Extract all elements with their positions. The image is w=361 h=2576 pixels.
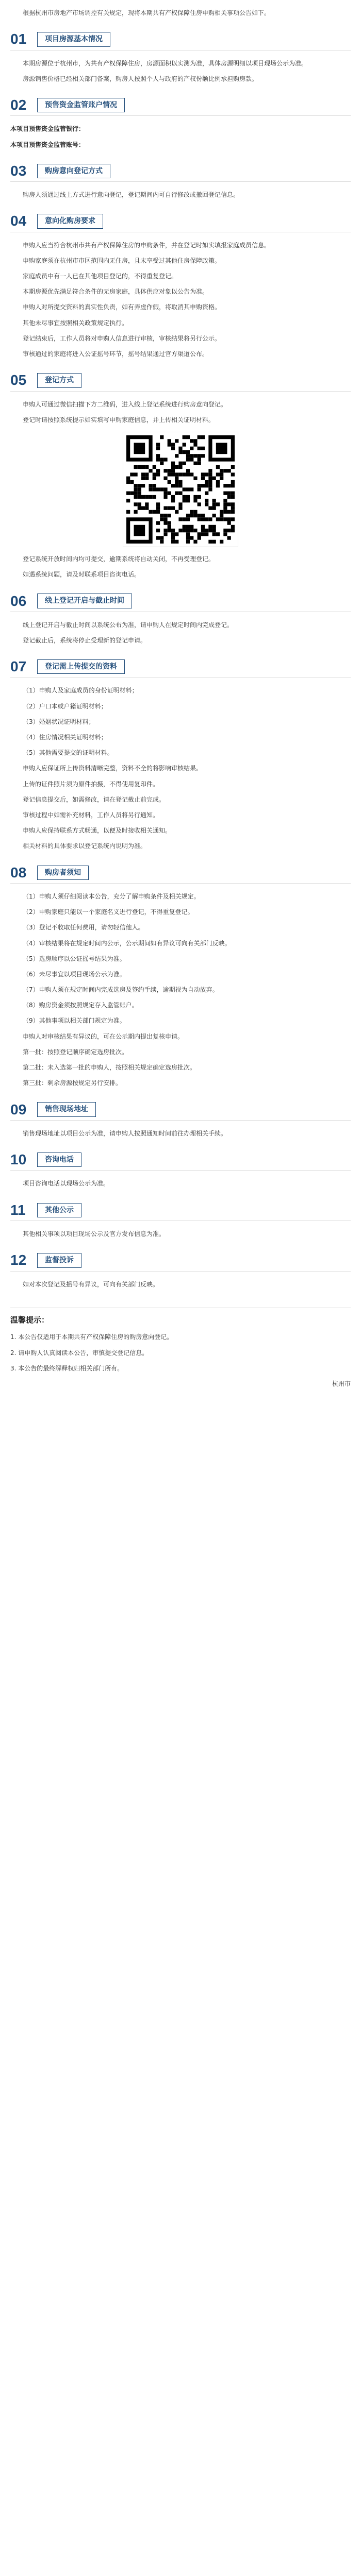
notice-title: 温馨提示： [10, 1315, 50, 1325]
section-header [10, 32, 351, 50]
section-number: 02 [10, 97, 27, 113]
section-paragraph: 销售现场地址以项目公示为准，请申购人按照通知时间前往办理相关手续。 [23, 1129, 227, 1137]
section-paragraph: （9）其他事项以相关部门规定为准。 [23, 1017, 126, 1025]
intro-paragraph: 根据杭州市房地产市场调控有关规定，现将本期共有产权保障住房申购相关事项公告如下。 [23, 9, 271, 16]
section-02 [10, 98, 351, 150]
section-title: 意向化购房要求 [37, 214, 103, 228]
section-number: 04 [10, 213, 27, 229]
section-header [10, 98, 351, 116]
section-paragraph: 本项目预售资金监管银行： [10, 125, 85, 133]
notice-paragraph: 1. 本公告仅适用于本期共有产权保障住房的购房意向登记。 [10, 1333, 173, 1341]
section-number: 05 [10, 372, 27, 388]
section-paragraph: 家庭成员中有一人已在其他项目登记的，不得重复登记。 [23, 273, 178, 280]
section-05 [10, 373, 351, 580]
section-paragraph: 其他相关事项以项目现场公示及官方发布信息为准。 [23, 1230, 166, 1238]
section-number: 06 [10, 592, 27, 609]
qr-code-block [10, 432, 351, 547]
section-title: 销售现场地址 [37, 1102, 96, 1116]
section-paragraph: 其他未尽事宜按照相关政策规定执行。 [23, 319, 128, 327]
section-header [10, 1203, 351, 1221]
section-paragraph: 登记信息提交后，如需修改，请在登记截止前完成。 [23, 795, 166, 803]
section-number: 12 [10, 1252, 27, 1268]
section-paragraph: 申购人应保持联系方式畅通，以便及时接收相关通知。 [23, 827, 172, 835]
section-paragraph: （5）选房顺序以公证摇号结果为准。 [23, 955, 126, 962]
section-paragraph: （1）申购人须仔细阅读本公告，充分了解申购条件及相关规定。 [23, 892, 200, 900]
section-paragraph: 线上登记开启与截止时间以系统公布为准，请申购人在规定时间内完成登记。 [23, 621, 234, 629]
section-header [10, 214, 351, 232]
section-paragraph: 申购人应当符合杭州市共有产权保障住房的申购条件，并在登记时如实填报家庭成员信息。 [23, 241, 271, 249]
section-header [10, 866, 351, 884]
section-header [10, 659, 351, 677]
section-paragraph: 登记结束后，工作人员将对申购人信息进行审核，审核结果将另行公示。 [23, 334, 221, 342]
notice-paragraph: 2. 请申购人认真阅读本公告，审慎提交登记信息。 [10, 1349, 149, 1357]
section-paragraph: 如对本次登记及摇号有异议，可向有关部门反映。 [23, 1280, 159, 1288]
section-paragraph: 本期房源优先满足符合条件的无房家庭，具体供应对象以公告为准。 [23, 288, 209, 296]
section-paragraph: 购房人须通过线上方式进行意向登记，登记期间内可自行修改或撤回登记信息。 [23, 191, 240, 199]
section-11 [10, 1203, 351, 1240]
section-title: 其他公示 [37, 1203, 81, 1217]
section-paragraph: 登记系统开放时间内均可提交，逾期系统将自动关闭，不再受理登记。 [23, 555, 215, 563]
section-title: 登记需上传提交的资料 [37, 659, 125, 674]
section-10 [10, 1153, 351, 1190]
section-paragraph: 登记时请按照系统提示如实填写申购家庭信息，并上传相关证明材料。 [23, 416, 215, 423]
section-12 [10, 1253, 351, 1290]
section-paragraph: 申购人应保证所上传资料清晰完整，资料不全的将影响审核结果。 [23, 765, 203, 772]
section-paragraph: （7）申购人须在规定时间内完成选房及签约手续，逾期视为自动放弃。 [23, 986, 219, 994]
sign-org: 杭州市 [332, 1380, 351, 1387]
section-paragraph: 审核过程中如需补充材料，工作人员将另行通知。 [23, 811, 159, 819]
section-paragraph: 本项目预售资金监管账号： [10, 141, 85, 148]
section-number: 08 [10, 864, 27, 880]
section-paragraph: （8）购房资金须按照规定存入监管账户。 [23, 1002, 138, 1009]
section-03 [10, 164, 351, 201]
section-paragraph: 如遇系统问题，请及时联系项目咨询电话。 [23, 571, 141, 579]
section-number: 03 [10, 162, 27, 179]
section-header [10, 594, 351, 612]
section-paragraph: 本期房源位于杭州市，为共有产权保障住房，房源面积以实测为准，具体房源明细以项目现场公示为准。 [23, 59, 308, 67]
notice-paragraphs [10, 1331, 351, 1374]
section-01 [10, 32, 351, 84]
section-title: 咨询电话 [37, 1153, 81, 1167]
section-paragraph: 上传的证件照片须为原件拍摄，不得使用复印件。 [23, 780, 159, 788]
section-title: 预售资金监管账户情况 [37, 98, 125, 112]
section-paragraph: （2）户口本或户籍证明材料； [23, 702, 107, 710]
section-title: 登记方式 [37, 373, 81, 387]
section-number: 09 [10, 1101, 27, 1117]
section-paragraph: 申购家庭须在杭州市市区范围内无住房，且未享受过其他住房保障政策。 [23, 257, 221, 264]
section-paragraph: （4）住房情况相关证明材料； [23, 734, 107, 741]
section-paragraph: 第一批：按照登记顺序确定选房批次。 [23, 1048, 128, 1056]
qr-code-icon[interactable] [123, 432, 238, 547]
section-paragraph: 申购人可通过微信扫描下方二维码，进入线上登记系统进行购房意向登记。 [23, 400, 227, 408]
section-07 [10, 659, 351, 852]
section-paragraph: （1）申购人及家庭成员的身份证明材料； [23, 687, 138, 694]
section-paragraph: 申购人对审核结果有异议的，可在公示期内提出复核申请。 [23, 1032, 184, 1040]
section-title: 项目房源基本情况 [37, 32, 110, 46]
section-title: 购房者须知 [37, 866, 89, 880]
section-header [10, 373, 351, 391]
section-title: 购房意向登记方式 [37, 164, 110, 178]
section-header [10, 164, 351, 182]
section-paragraph: （6）未尽事宜以项目现场公示为准。 [23, 970, 126, 978]
section-08 [10, 866, 351, 1089]
section-06 [10, 594, 351, 646]
section-header [10, 1153, 351, 1171]
notice-paragraph: 3. 本公告的最终解释权归相关部门所有。 [10, 1364, 124, 1372]
section-09 [10, 1102, 351, 1139]
section-paragraph: 房源销售价格已经相关部门备案，购房人按照个人与政府的产权份额比例承担购房款。 [23, 75, 258, 82]
section-paragraph: 项目咨询电话以现场公示为准。 [23, 1180, 110, 1188]
section-paragraph: 申购人对所提交资料的真实性负责，如有弄虚作假，将取消其申购资格。 [23, 303, 221, 311]
section-title: 线上登记开启与截止时间 [37, 594, 132, 608]
section-number: 07 [10, 658, 27, 675]
section-paragraph: （4）审核结果将在规定时间内公示，公示期间如有异议可向有关部门反映。 [23, 939, 231, 947]
section-paragraph: （2）申购家庭只能以一个家庭名义进行登记，不得重复登记。 [23, 908, 194, 916]
sections-container [10, 32, 351, 1290]
section-header [10, 1102, 351, 1120]
section-number: 10 [10, 1151, 27, 1168]
section-paragraph: 登记截止后，系统将停止受理新的登记申请。 [23, 636, 147, 644]
section-04 [10, 214, 351, 360]
section-number: 01 [10, 31, 27, 47]
section-number: 11 [10, 1201, 26, 1218]
section-paragraph: （3）婚姻状况证明材料； [23, 718, 95, 725]
section-title: 监督投诉 [37, 1253, 81, 1267]
announcement-page [10, 0, 351, 1417]
notice-block [10, 1308, 351, 1374]
section-paragraph: （5）其他需要提交的证明材料。 [23, 749, 113, 757]
section-paragraph: 第二批：未入选第一批的申购人，按照相关规定确定选房批次。 [23, 1064, 196, 1071]
section-paragraph: 审核通过的家庭将进入公证摇号环节，摇号结果通过官方渠道公布。 [23, 350, 209, 358]
section-paragraph: （3）登记不收取任何费用，请勿轻信他人。 [23, 924, 144, 931]
section-header [10, 1253, 351, 1271]
section-paragraph: 第三批：剩余房源按规定另行安排。 [23, 1079, 122, 1087]
section-paragraph: 相关材料的具体要求以登记系统内说明为准。 [23, 842, 147, 850]
